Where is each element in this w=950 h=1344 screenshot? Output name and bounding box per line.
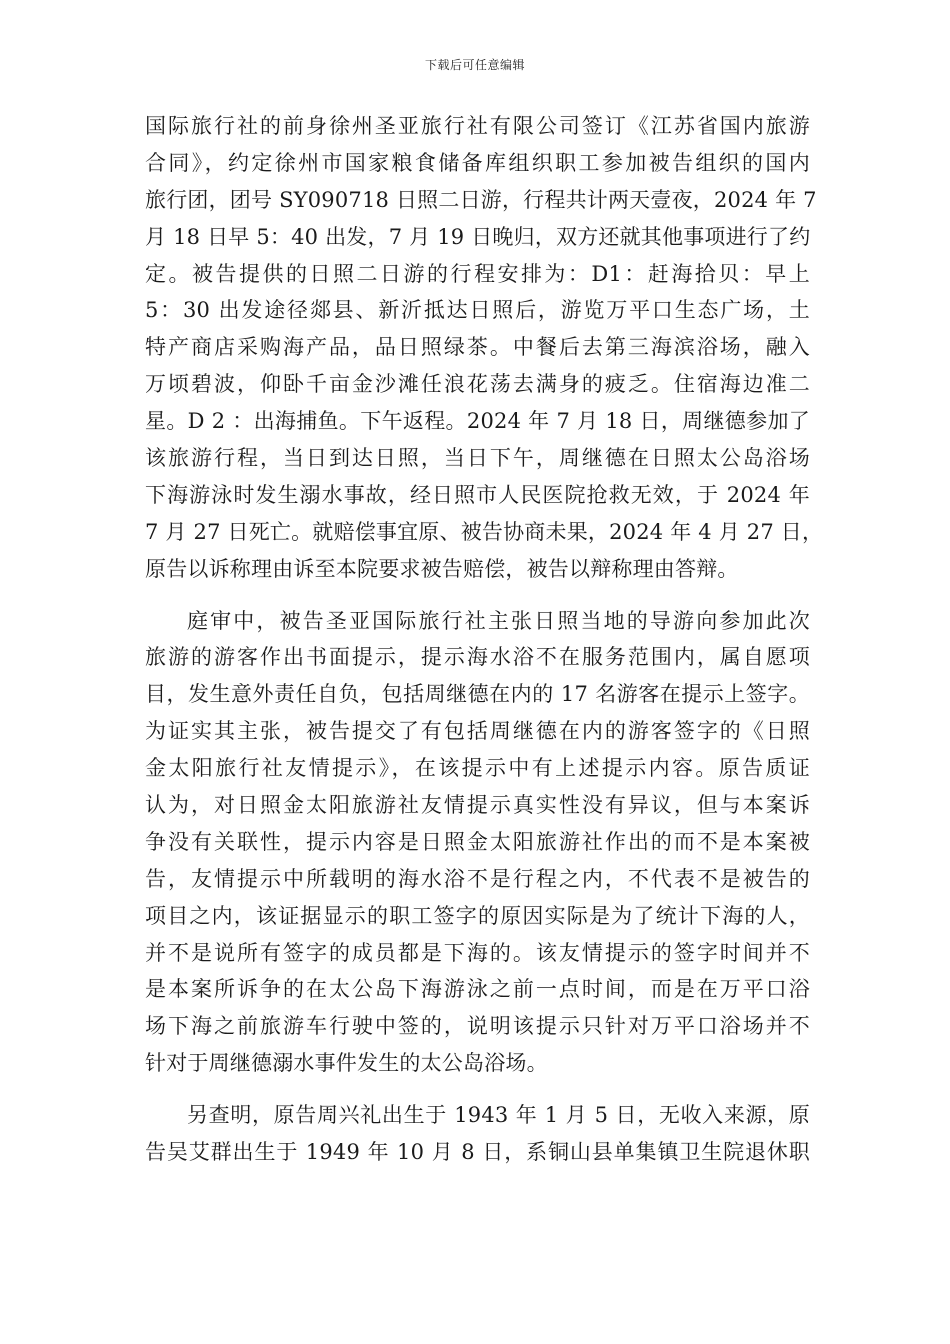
paragraph-travel-contract [145,108,824,588]
text-line: 原告以诉称理由诉至本院要求被告赔偿，被告以辩称理由答辩。 [145,556,739,581]
paragraph-further-findings [145,1097,810,1171]
text-line: 星。D 2 ：出海捕鱼。下午返程。2024 年 7 月 18 日，周继德参加了 [145,409,810,434]
text-line: 认为，对日照金太阳旅游社友情提示真实性没有异议，但与本案诉 [145,793,810,818]
page-header-note: 下载后可任意编辑 [424,58,525,72]
text-line: 是本案所诉争的在太公岛下海游泳之前一点时间，而是在万平口浴 [145,977,810,1002]
paragraph-spacer [145,588,810,603]
text-line: 并不是说所有签字的成员都是下海的。该友情提示的签字时间并不 [145,940,810,965]
text-line: 为证实其主张，被告提交了有包括周继德在内的游客签字的《日照 [145,719,810,744]
text-line: 目，发生意外责任自负，包括周继德在内的 17 名游客在提示上签字。 [145,682,810,707]
text-line: 旅行团，团号 SY090718 日照二日游，行程共计两天壹夜，2024 年 7 [145,187,817,212]
text-line: 告，友情提示中所载明的海水浴不是行程之内，不代表不是被告的 [145,866,810,891]
text-line: 庭审中，被告圣亚国际旅行社主张日照当地的导游向参加此次 [187,608,810,633]
text-line: 旅游的游客作出书面提示，提示海水浴不在服务范围内，属自愿项 [145,645,810,670]
text-line: 项目之内，该证据显示的职工签字的原因实际是为了统计下海的人， [145,903,810,928]
text-line: 7 月 27 日死亡。就赔偿事宜原、被告协商未果，2024 年 4 月 27 日， [145,519,824,544]
paragraph-court-hearing [145,603,810,1083]
text-line: 下海游泳时发生溺水事故，经日照市人民医院抢救无效，于 2024 年 [145,482,810,507]
document-body [145,108,824,1171]
text-line: 合同》，约定徐州市国家粮食储备库组织职工参加被告组织的国内 [145,150,810,175]
text-line: 另查明，原告周兴礼出生于 1943 年 1 月 5 日，无收入来源，原 [187,1103,810,1128]
text-line: 定。被告提供的日照二日游的行程安排为：D1：赶海拾贝：早上 [145,261,810,286]
text-line: 该旅游行程，当日到达日照，当日下午，周继德在日照太公岛浴场 [145,446,810,471]
text-line: 场下海之前旅游车行驶中签的，说明该提示只针对万平口浴场并不 [145,1014,810,1039]
text-line: 金太阳旅行社友情提示》，在该提示中有上述提示内容。原告质证 [145,756,810,781]
text-line: 争没有关联性，提示内容是日照金太阳旅游社作出的而不是本案被 [145,829,810,854]
text-line: 针对于周继德溺水事件发生的太公岛浴场。 [145,1051,548,1076]
text-line: 特产商店采购海产品，品日照绿茶。中餐后去第三海滨浴场，融入 [145,335,810,360]
text-line: 万顷碧波，仰卧千亩金沙滩任浪花荡去满身的疲乏。住宿海边准二 [145,372,810,397]
text-line: 月 18 日早 5：40 出发，7 月 19 日晚归，双方还就其他事项进行了约 [145,224,811,249]
text-line: 告吴艾群出生于 1949 年 10 月 8 日，系铜山县单集镇卫生院退休职 [145,1140,810,1165]
paragraph-spacer [145,1082,810,1097]
text-line: 国际旅行社的前身徐州圣亚旅行社有限公司签订《江苏省国内旅游 [145,114,810,138]
text-line: 5：30 出发途径郯县、新沂抵达日照后，游览万平口生态广场，土 [145,298,810,323]
